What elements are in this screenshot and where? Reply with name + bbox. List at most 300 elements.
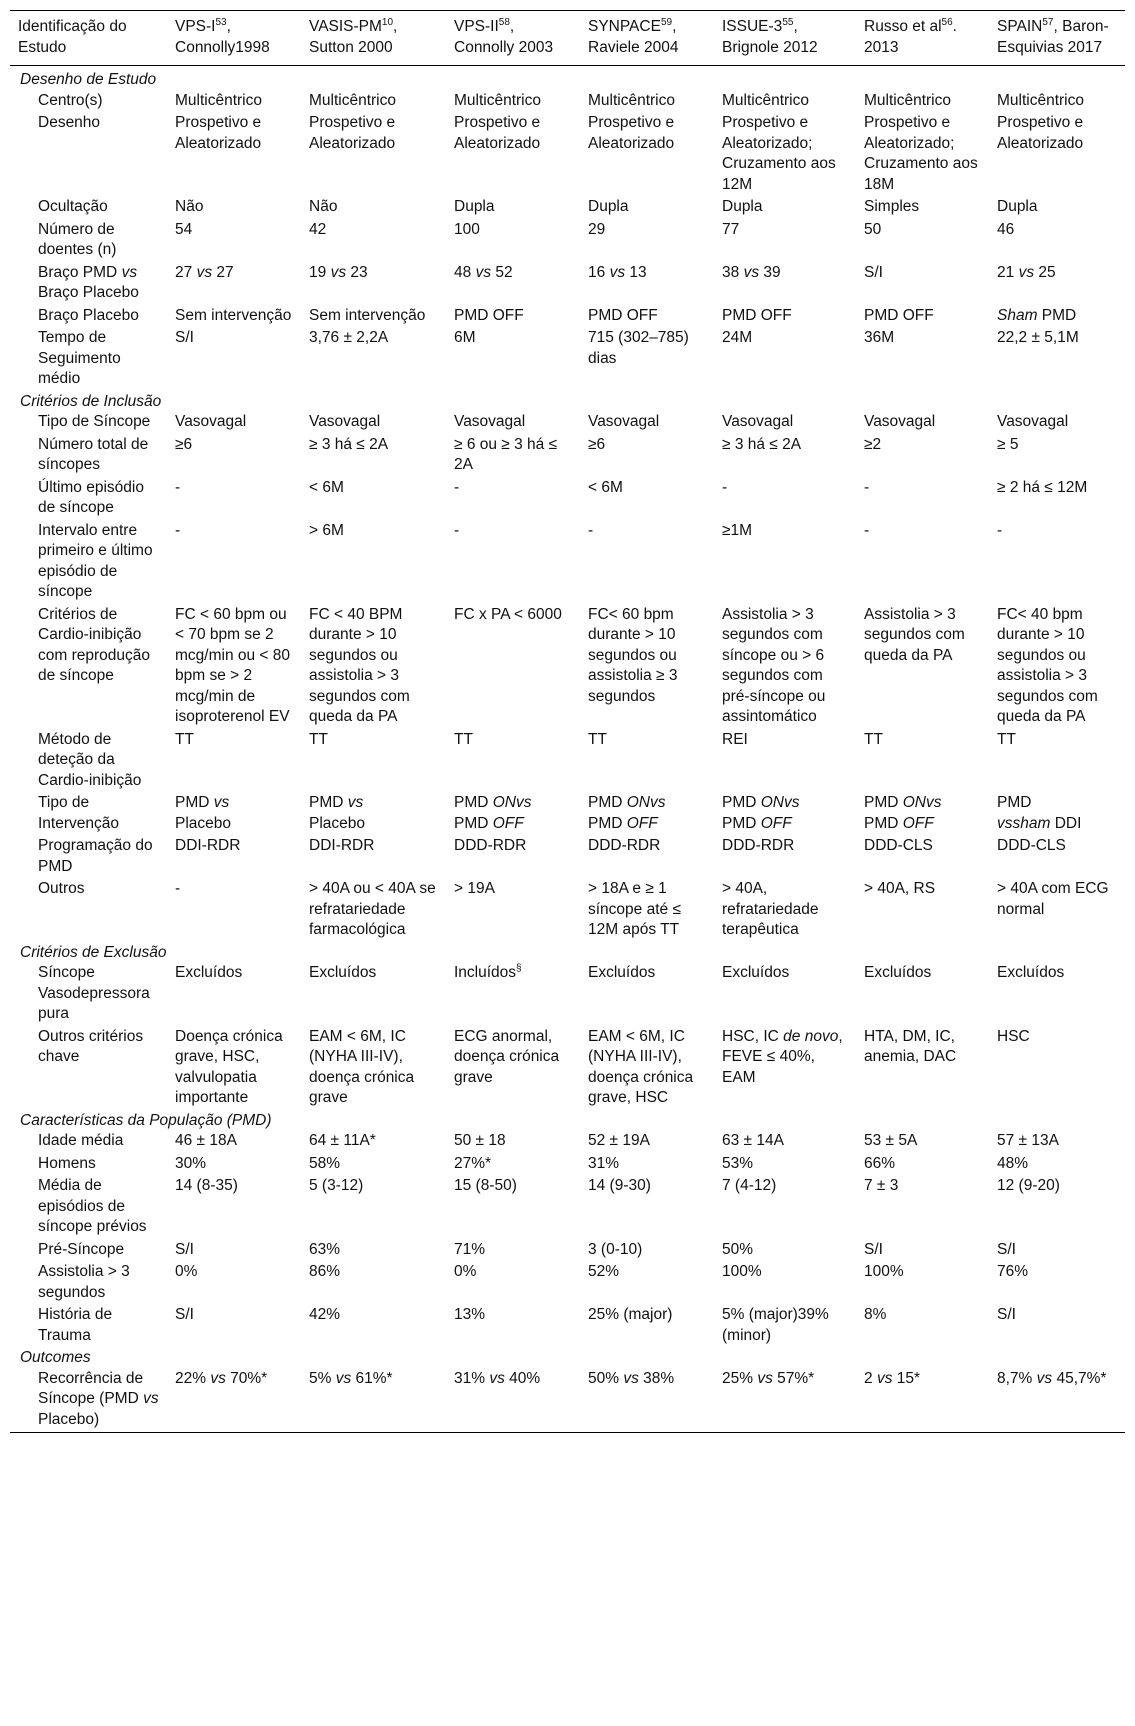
cell-vs: vs (489, 1369, 505, 1387)
cell-text: PMD OFF (454, 306, 524, 324)
table-cell (167, 836, 301, 879)
cell-text: ≥ 6 ou ≥ 3 há ≤ 2A (454, 435, 558, 473)
table-cell (446, 879, 580, 943)
cell-text: PMD (454, 794, 493, 811)
cell-text: 58% (309, 1154, 341, 1172)
cell-text: Dupla (997, 198, 1038, 215)
cell-text: Prospetivo e Aleatorizado (175, 114, 262, 152)
table-cell (301, 478, 446, 521)
cell-text: 53 ± 5A (864, 1132, 918, 1149)
cell-text: Prospetivo e Aleatorizado (454, 114, 541, 152)
row-label (10, 605, 167, 730)
cell-text: Dupla (722, 198, 763, 215)
table-cell (167, 220, 301, 263)
cell-text: 21 (997, 263, 1015, 281)
cell-text: 48 (454, 263, 472, 281)
cell-text: ≥ 3 há ≤ 2A (722, 435, 802, 453)
table-cell (580, 220, 714, 263)
cell-vs: vs (196, 263, 213, 281)
row-label-text: Intervalo entre primeiro e último episódio de síncope (38, 521, 153, 600)
cell-text: Vasovagal (454, 413, 526, 430)
header-reference: 56 (941, 17, 953, 28)
header-reference: 58 (498, 17, 510, 28)
cell-text: Assistolia > 3 segundos com síncope ou > 6 segundos com pré-síncope ou assintomático (722, 605, 826, 725)
cell-text: 53% (722, 1154, 754, 1172)
table-cell (714, 1262, 856, 1305)
cell-text: 86% (309, 1263, 341, 1280)
table-row (10, 879, 1125, 943)
cell-text: 57 ± 13A (997, 1132, 1059, 1149)
table-row (10, 1131, 1125, 1154)
cell-vs: vs (609, 263, 626, 281)
cell-text: - (454, 521, 460, 539)
cell-text: 27 (216, 263, 234, 281)
cell-text: 77 (722, 220, 740, 238)
header-title: Russo et al (864, 18, 942, 35)
cell-text: 61%* (355, 1369, 393, 1387)
header-reference: 55 (782, 17, 794, 28)
cell-text: - (175, 521, 181, 539)
cell-text: 23 (350, 263, 368, 281)
cell-text: 66% (864, 1154, 896, 1172)
cell-text: Multicêntrico (722, 91, 809, 109)
cell-text-italic: vssham (997, 814, 1051, 832)
table-cell (856, 730, 989, 794)
cell-text: S/I (864, 1240, 883, 1258)
header-title: ISSUE-3 (722, 18, 783, 35)
cell-text: 24M (722, 329, 753, 346)
cell-text: PMD OFF (864, 306, 934, 324)
table-cell (580, 1154, 714, 1177)
cell-text: > 6M (309, 521, 344, 539)
cell-text: Dupla (588, 198, 629, 215)
table-cell (856, 306, 989, 329)
table-cell (167, 963, 301, 1027)
cell-text: Multicêntrico (175, 91, 262, 109)
cell-text: 6M (454, 329, 476, 346)
table-cell (301, 220, 446, 263)
cell-vs: vs (475, 263, 492, 281)
cell-text: > 40A ou < 40A se refratariedade farmacológica (309, 880, 436, 938)
study-table-container (10, 10, 1125, 1433)
cell-text: Vasovagal (175, 413, 247, 430)
table-cell (446, 412, 580, 435)
table-cell (580, 730, 714, 794)
cell-text: Vasovagal (722, 413, 794, 430)
cell-text: 42 (309, 220, 327, 238)
cell-text: 14 (8-35) (175, 1177, 238, 1194)
table-cell (446, 1369, 580, 1433)
cell-text: DDD-CLS (997, 837, 1066, 854)
table-cell (989, 1369, 1125, 1433)
cell-text: PMD (588, 794, 627, 811)
table-cell (446, 1262, 580, 1305)
cell-text: Placebo (309, 814, 366, 832)
cell-text: - (175, 478, 181, 496)
cell-text: 22% (175, 1369, 207, 1387)
table-cell (714, 263, 856, 306)
table-cell (856, 113, 989, 197)
cell-text-italic: OFF (902, 814, 934, 832)
table-cell (714, 412, 856, 435)
cell-text: 15 (8-50) (454, 1177, 517, 1194)
cell-text: FC< 60 bpm durante > 10 segundos ou assistolia ≥ 3 segundos (588, 605, 678, 705)
table-cell (989, 521, 1125, 605)
cell-vs: vs (210, 1369, 226, 1387)
table-cell (446, 306, 580, 329)
row-label-text: Idade média (38, 1132, 124, 1149)
cell-text-italic: ONvs (492, 794, 532, 811)
cell-text: > 40A com ECG normal (997, 880, 1109, 918)
cell-text: 2 (864, 1369, 873, 1387)
table-cell (856, 478, 989, 521)
table-row (10, 328, 1125, 392)
table-cell (856, 1176, 989, 1240)
row-label (10, 521, 167, 605)
table-row (10, 1027, 1125, 1111)
table-cell (167, 879, 301, 943)
header-author-year: , Connolly1998 (175, 18, 270, 56)
table-cell (989, 836, 1125, 879)
table-cell (856, 412, 989, 435)
table-cell (856, 1154, 989, 1177)
table-cell (856, 1131, 989, 1154)
cell-text: DDI-RDR (175, 837, 241, 854)
table-cell (580, 963, 714, 1027)
cell-text: Não (309, 198, 338, 215)
cell-text: Incluídos (454, 964, 517, 981)
header-author-year: , Brignole 2012 (722, 18, 818, 56)
table-cell (714, 220, 856, 263)
cell-text: PMD (1037, 306, 1077, 324)
cell-text: PMD (175, 794, 214, 811)
cell-text: Doença crónica grave, HSC, valvulopatia importante (175, 1027, 283, 1106)
table-cell (301, 1176, 446, 1240)
table-cell (580, 605, 714, 730)
cell-text: 0% (175, 1263, 198, 1280)
cell-text: 40% (509, 1369, 541, 1387)
table-cell (580, 435, 714, 478)
cell-text: ECG anormal, doença crónica grave (454, 1027, 560, 1086)
row-label (10, 730, 167, 794)
cell-text: Simples (864, 198, 920, 215)
cell-text: PMD (722, 814, 761, 832)
table-row (10, 521, 1125, 605)
table-cell (714, 306, 856, 329)
table-cell (446, 1305, 580, 1348)
table-row (10, 412, 1125, 435)
table-row (10, 478, 1125, 521)
table-cell (856, 1027, 989, 1111)
header-reference: 57 (1042, 17, 1054, 28)
cell-text: - (997, 521, 1003, 539)
table-cell (167, 521, 301, 605)
table-cell (301, 113, 446, 197)
table-cell (167, 730, 301, 794)
header-title: SYNPACE (588, 18, 661, 35)
cell-text: DDD-RDR (722, 837, 795, 854)
cell-text: 76% (997, 1263, 1029, 1280)
cell-text: FC < 40 BPM durante > 10 segundos ou assistolia > 3 segundos com queda da PA (309, 605, 410, 725)
cell-text: Sem intervenção (175, 306, 292, 324)
table-cell (856, 793, 989, 836)
table-cell (580, 1240, 714, 1263)
table-cell (580, 1369, 714, 1433)
cell-text: < 6M (588, 478, 623, 496)
table-cell (301, 730, 446, 794)
cell-text: DDD-RDR (588, 837, 661, 854)
cell-text: DDI (1050, 814, 1082, 832)
table-cell (167, 328, 301, 392)
section-row (10, 392, 1125, 413)
cell-text: - (454, 478, 460, 496)
cell-text: Vasovagal (309, 413, 381, 430)
header-study-7 (989, 11, 1125, 66)
row-label-text: Braço PMD (38, 263, 122, 281)
cell-text: - (175, 880, 181, 897)
section-row (10, 1111, 1125, 1132)
table-cell (856, 435, 989, 478)
cell-text: PMD (588, 814, 627, 832)
table-cell (714, 1176, 856, 1240)
cell-text-italic: OFF (760, 814, 792, 832)
cell-vs: vs (743, 263, 760, 281)
table-row (10, 113, 1125, 197)
cell-text-italic: ONvs (760, 794, 800, 811)
cell-text: 48% (997, 1154, 1029, 1172)
cell-text: Multicêntrico (864, 91, 951, 109)
row-label-text: Método de deteção da Cardio-inibição (38, 730, 142, 789)
table-cell (167, 1305, 301, 1348)
cell-text: PMD (454, 814, 493, 832)
table-cell (856, 1262, 989, 1305)
section-title (10, 66, 1125, 91)
cell-text-italic: vs (347, 794, 364, 811)
table-cell (856, 1369, 989, 1433)
cell-text: S/I (175, 1240, 194, 1258)
row-label (10, 1154, 167, 1177)
cell-text: 52 (495, 263, 513, 281)
section-title (10, 943, 1125, 964)
row-label-text: Placebo) (38, 1410, 100, 1428)
cell-text: Excluídos (588, 964, 656, 981)
table-cell (301, 1240, 446, 1263)
row-label-text: Outros critérios chave (38, 1027, 144, 1065)
table-cell (856, 836, 989, 879)
table-cell (301, 328, 446, 392)
table-cell (856, 1305, 989, 1348)
table-cell (580, 521, 714, 605)
row-label-text: Braço Placebo (38, 284, 139, 301)
table-cell (446, 1131, 580, 1154)
table-cell (446, 1154, 580, 1177)
row-label-text: Ocultação (38, 198, 108, 215)
table-cell (446, 730, 580, 794)
table-cell (580, 879, 714, 943)
cell-vs: vs (876, 1369, 893, 1387)
header-reference: 59 (660, 17, 673, 28)
table-cell (989, 435, 1125, 478)
cell-text: PMD OFF (722, 306, 792, 324)
header-author-year: , Raviele 2004 (588, 18, 679, 56)
studies-comparison-table (10, 10, 1125, 1433)
cell-text: 100% (864, 1263, 904, 1280)
cell-text: 13% (454, 1306, 486, 1323)
cell-text: 50 ± 18 (454, 1132, 506, 1149)
table-cell (301, 1154, 446, 1177)
table-cell (301, 1027, 446, 1111)
cell-text: TT (175, 730, 194, 748)
cell-text: DDI-RDR (309, 837, 375, 854)
table-cell (714, 1154, 856, 1177)
cell-text: 100% (722, 1263, 762, 1280)
table-cell (580, 793, 714, 836)
cell-text: Sem intervenção (309, 306, 426, 324)
footnote-mark: § (516, 963, 522, 974)
row-label-text: Número de doentes (n) (38, 220, 117, 258)
cell-text: 22,2 ± 5,1M (997, 329, 1079, 346)
cell-text: S/I (175, 329, 194, 346)
table-cell (167, 91, 301, 114)
cell-text: S/I (175, 1306, 194, 1323)
table-cell (580, 306, 714, 329)
table-row (10, 1262, 1125, 1305)
cell-text: PMD OFF (588, 306, 658, 324)
row-label-text: Programação do PMD (38, 837, 153, 875)
cell-text: 8% (864, 1306, 887, 1323)
table-cell (989, 328, 1125, 392)
cell-text: PMD (309, 794, 348, 811)
row-label-text: História de Trauma (38, 1306, 113, 1344)
cell-text: 3,76 ± 2,2A (309, 329, 389, 346)
table-cell (989, 879, 1125, 943)
table-cell (446, 113, 580, 197)
cell-text: EAM < 6M, IC (NYHA III-IV), doença crónica grave (309, 1027, 415, 1106)
row-label (10, 263, 167, 306)
cell-text: 15* (896, 1369, 921, 1387)
table-cell (856, 879, 989, 943)
cell-text: FC x PA < 6000 (454, 605, 562, 623)
table-cell (714, 478, 856, 521)
cell-text: Prospetivo e Aleatorizado; Cruzamento aos 12M (722, 114, 836, 193)
table-cell (989, 1154, 1125, 1177)
table-cell (580, 263, 714, 306)
row-label (10, 306, 167, 329)
cell-text: Excluídos (997, 964, 1065, 981)
row-label-text: Outros (38, 880, 85, 897)
row-label-text: Critérios de Cardio-inibição com reprodução de síncope (38, 605, 151, 684)
cell-text: DDD-CLS (864, 837, 933, 854)
row-label-text: Tipo de Síncope (38, 413, 151, 430)
cell-text: Vasovagal (864, 413, 936, 430)
cell-text: TT (309, 730, 328, 748)
table-cell (714, 1369, 856, 1433)
cell-vs: vs (1036, 1369, 1053, 1387)
table-row (10, 197, 1125, 220)
table-cell (167, 1240, 301, 1263)
table-row (10, 91, 1125, 114)
table-row (10, 605, 1125, 730)
table-cell (580, 412, 714, 435)
header-study-1 (167, 11, 301, 66)
table-cell (714, 605, 856, 730)
table-row (10, 306, 1125, 329)
header-row (10, 11, 1125, 66)
cell-vs: vs (335, 1369, 352, 1387)
row-label (10, 836, 167, 879)
row-label (10, 1176, 167, 1240)
table-cell (580, 328, 714, 392)
cell-text-italic: Sham (997, 306, 1038, 324)
cell-text: 13 (629, 263, 647, 281)
cell-text: > 19A (454, 880, 495, 897)
cell-text: 64 ± 11A* (309, 1132, 376, 1149)
cell-text: 19 (309, 263, 327, 281)
table-cell (446, 836, 580, 879)
row-label (10, 412, 167, 435)
cell-text: - (722, 478, 728, 496)
table-cell (714, 113, 856, 197)
table-cell (714, 879, 856, 943)
row-label (10, 220, 167, 263)
row-label (10, 197, 167, 220)
table-cell (714, 91, 856, 114)
row-label (10, 91, 167, 114)
cell-text: TT (588, 730, 607, 748)
header-title: VASIS-PM (309, 18, 382, 35)
cell-text: 16 (588, 263, 606, 281)
cell-vs: vs (1018, 263, 1035, 281)
table-row (10, 263, 1125, 306)
table-cell (989, 478, 1125, 521)
section-label: Desenho de Estudo (20, 71, 157, 88)
header-study-id (10, 11, 167, 66)
cell-text: S/I (997, 1306, 1016, 1323)
cell-text: ≥6 (588, 435, 606, 453)
cell-text: ≥ 5 (997, 435, 1019, 453)
cell-text: 29 (588, 220, 606, 238)
header-author-year: , Sutton 2000 (309, 18, 398, 56)
section-title (10, 1111, 1125, 1132)
cell-text: 63% (309, 1240, 341, 1258)
table-cell (301, 435, 446, 478)
cell-text: 46 (997, 220, 1015, 238)
table-cell (989, 605, 1125, 730)
table-cell (989, 730, 1125, 794)
cell-text: Vasovagal (997, 413, 1069, 430)
cell-text: Multicêntrico (309, 91, 396, 109)
table-row (10, 1369, 1125, 1433)
table-row (10, 963, 1125, 1027)
table-cell (301, 1369, 446, 1433)
header-study-4 (580, 11, 714, 66)
cell-text-italic: vs (213, 794, 230, 811)
table-cell (446, 328, 580, 392)
table-cell (989, 1027, 1125, 1111)
table-cell (446, 521, 580, 605)
table-cell (167, 793, 301, 836)
table-cell (167, 263, 301, 306)
table-cell (580, 1176, 714, 1240)
row-label (10, 1131, 167, 1154)
table-cell (580, 836, 714, 879)
cell-text: Não (175, 198, 204, 215)
table-cell (167, 412, 301, 435)
table-cell (167, 1131, 301, 1154)
table-cell (580, 1027, 714, 1111)
table-row (10, 1176, 1125, 1240)
row-label (10, 793, 167, 836)
